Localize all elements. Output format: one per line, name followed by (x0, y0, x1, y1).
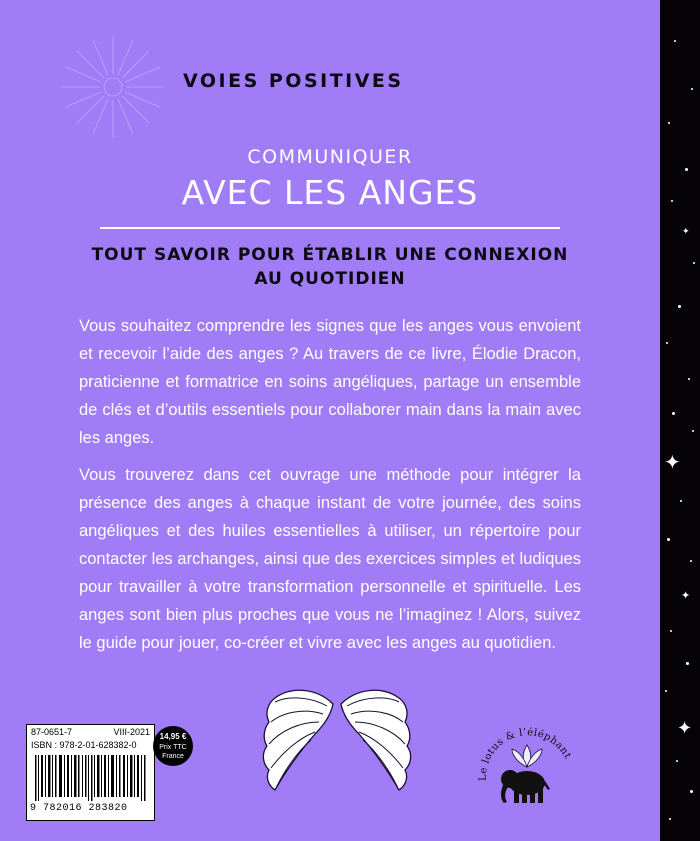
price-amount: 14,95 € (159, 732, 187, 741)
title-line-1: COMMUNIQUER (247, 146, 413, 168)
price-badge (153, 726, 193, 766)
subtitle-line-2: AU QUOTIDIEN (254, 269, 406, 289)
subtitle-line-1: TOUT SAVOIR POUR ÉTABLIR UNE CONNEXION (91, 245, 569, 265)
price-label-line-1: Prix TTC (159, 744, 187, 751)
starry-spine (660, 0, 700, 841)
isbn-text: ISBN : 978-2-01-628382-0 (31, 740, 137, 750)
star-icon: ✦ (681, 589, 691, 602)
star-icon: ✦ (677, 718, 693, 739)
series-title: VOIES POSITIVES (183, 70, 404, 92)
barcode-panel (26, 724, 155, 821)
product-code: 87-0651-7 (31, 727, 73, 737)
star-icon: ✦ (682, 227, 690, 237)
edition-code: VIII-2021 (113, 727, 150, 737)
svg-text:Le lotus & l’éléphant: Le lotus & l’éléphant (477, 727, 573, 782)
title-line-2: AVEC LES ANGES (181, 173, 479, 212)
blurb-paragraph-1: Vous souhaitez comprendre les signes que les anges vous envoient et recevoir l’aide des anges ? Au travers de ce livre, Élodie Dracon, praticienne et formatrice en soins angéliques, partage un ensemble de clés et d’outils essentiels pour collaborer main dans la main avec les anges. (79, 317, 581, 447)
lotus-elephant-logo (472, 705, 582, 815)
sunburst-icon (58, 32, 168, 142)
star-icon: ✦ (664, 450, 681, 474)
title-divider (100, 227, 560, 229)
angel-wings-icon (257, 682, 417, 794)
price-label-line-2: France (162, 753, 184, 760)
barcode-bars (35, 755, 147, 801)
barcode-digits: 9 782016 283820 (30, 803, 128, 814)
blurb-paragraph-2: Vous trouverez dans cet ouvrage une méthode pour intégrer la présence des anges à chaque instant de votre journée, des soins angéliques et des huiles essentielles à utiliser, un répertoire pour contacter les archanges, ainsi que des exercices simples et ludiques pour travailler à votre transformation personnelle et spirituelle. Les anges sont bien plus proches que vous ne l’imaginez ! Alors, suivez le guide pour jouer, co-créer et vivre avec les anges au quotidien. (79, 466, 581, 652)
